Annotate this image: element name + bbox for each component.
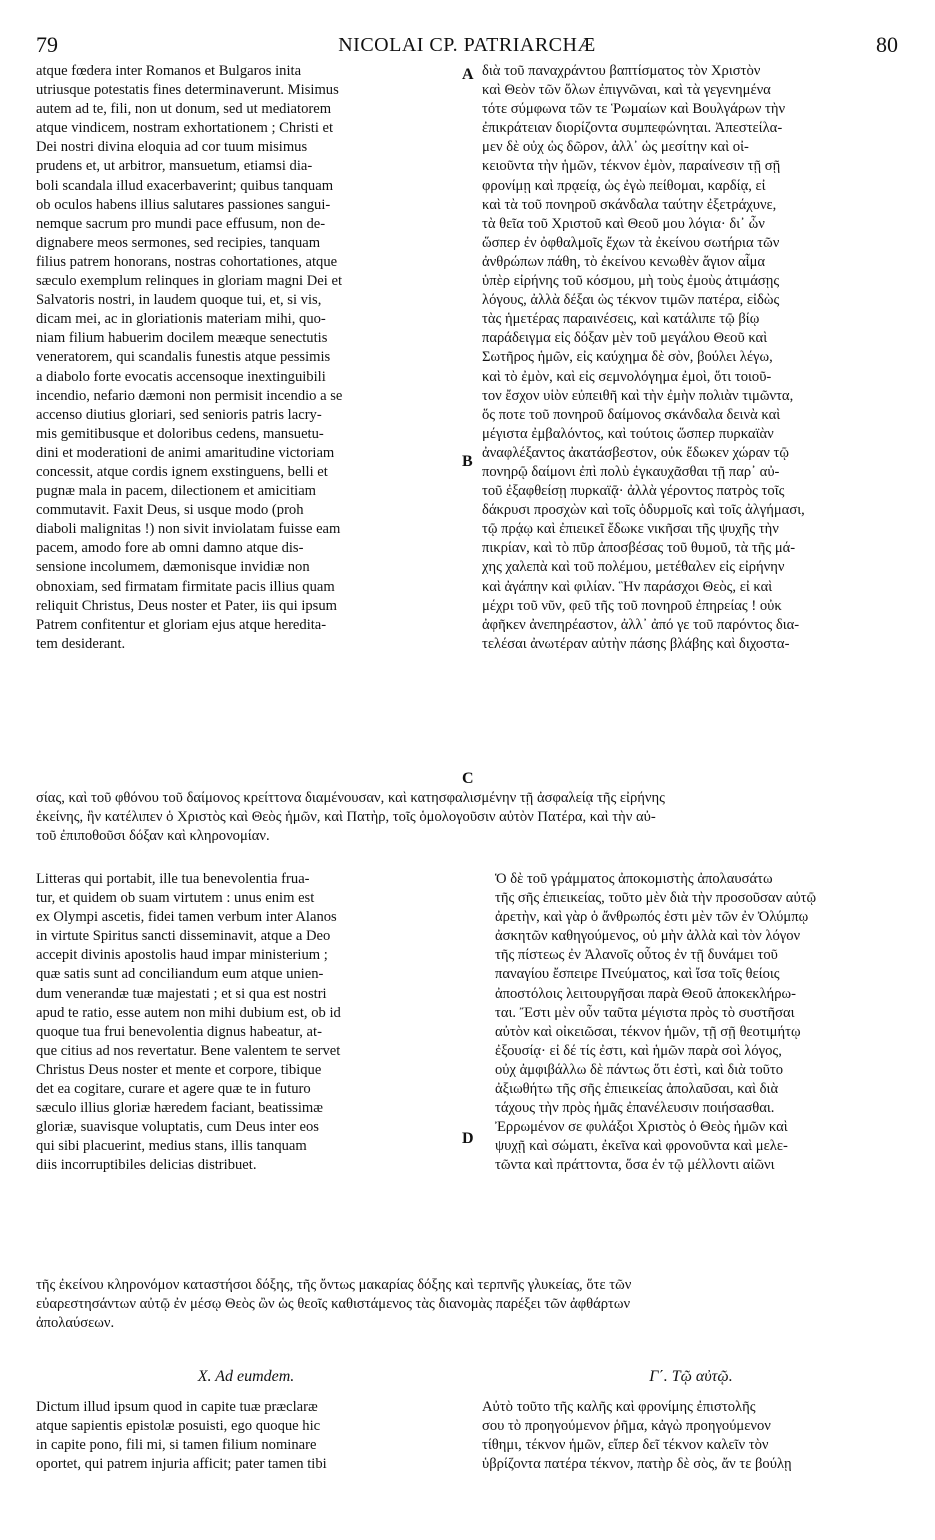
running-title: NICOLAI CP. PATRIARCHÆ <box>338 34 596 56</box>
text-line: εὐαρεστησάντων αὐτῷ ἐν μέσῳ Θεὸς ὢν ὡς θεοῖς καθιστάμενος τὰς διανομὰς παρέξει τῶν ἀφθάρτων <box>36 1296 631 1313</box>
text-line: atque vindicem, nostram exhortationem ; Christi et <box>36 120 334 137</box>
greek-full-width-1 <box>36 789 898 846</box>
text-line: καὶ Θεὸν τῶν ὅλων ἐπιγνῶναι, καὶ τὰ γεγενημένα <box>482 82 771 99</box>
text-line: ἀποστόλοις λειτουργῆσαι παρὰ Θεοῦ ἀποκεκλήρω- <box>495 985 796 1002</box>
text-line: σου τὸ προηγούμενον ῥῆμα, κἀγὼ προηγούμενον <box>482 1418 771 1435</box>
text-line: ob oculos habens illius salutares passiones sangui- <box>36 196 331 213</box>
text-line: pugnæ mala in pacem, dilectionem et amicitiam <box>36 483 317 500</box>
text-line: dicam mei, ac in gloriationis materiam mihi, quo- <box>36 311 326 328</box>
text-line: καὶ τὰ τοῦ πονηροῦ σκάνδαλα ταύτην ἐξετράχυνε, <box>482 196 777 213</box>
text-line: σίας, καὶ τοῦ φθόνου τοῦ δαίμονος κρείττονα διαμένουσαν, καὶ κατησφαλισμένην τῇ ἀσφαλείᾳ τῆς εἰρήνης <box>36 790 665 806</box>
text-line: in virtute Spiritus sancti disseminavit, atque a Deo <box>36 928 331 945</box>
section-marker-d: D <box>462 1130 474 1147</box>
text-line: det ea cogitare, curare et agere quæ te in futuro <box>36 1081 311 1098</box>
text-line: utriusque potestatis fines determinaverunt. Misimus <box>36 82 339 99</box>
text-line: tem desiderant. <box>36 635 126 652</box>
text-line: πικρίαν, καὶ τὸ πῦρ ἀποσβέσας τοῦ θυμοῦ, τὰ τῆς μά- <box>482 540 796 557</box>
text-line: ἀσκητῶν καθηγούμενος, οὐ μὴν ἀλλὰ καὶ τὸν λόγον <box>495 928 801 945</box>
text-line: nemque sacrum pro mundi pace effusum, non de- <box>36 215 326 232</box>
text-line: τῶντα καὶ πράττοντα, ὅσα ἐν τῷ μέλλοντι αἰῶνι <box>495 1157 775 1174</box>
text-line: ἀναφλέξαντος ἀκατάσβεστον, οὐκ ἔδωκεν χώραν τῷ <box>482 444 789 461</box>
text-line: filius patrem honorans, nostras cohortationes, atque <box>36 253 338 270</box>
text-line: κειοῦντα τὴν ἡμῶν, τέκνον ἐμὸν, παραίνεσιν τῇ σῇ <box>482 158 781 175</box>
text-line: prudens et, ut arbitror, mansuetum, etiamsi dia- <box>36 158 313 175</box>
text-line: Salvatoris nostri, in laudem quoque tui, et, si vis, <box>36 292 322 309</box>
text-line: apud te ratio, esse autem non mihi dubium est, ob id <box>36 1004 341 1021</box>
text-line: μέγιστα ἐμβαλόντος, καὶ τούτοις ὥσπερ πυρκαϊὰν <box>482 425 774 442</box>
text-line: ὑβρίζοντα πατέρα τέκνον, πατὴρ δὲ σὸς, ἄν τε βούλῃ <box>482 1456 792 1473</box>
text-line: veneratorem, qui scandalis funestis atque pessimis <box>36 349 331 366</box>
text-line: τον ἔσχον υἱὸν εὐπειθῆ καὶ τὴν ἐμὴν πολιὰν τιμῶντα, <box>482 387 794 404</box>
text-line: Σωτῆρος ἡμῶν, εἰς καύχημα δὲ σὸν, βούλει λέγω, <box>482 349 773 366</box>
text-line: obnoxiam, sed firmatam firmitate pacis illius quam <box>36 578 335 595</box>
text-line: oportet, qui patrem injuria afficit; pater tamen tibi <box>36 1456 327 1473</box>
text-line: αὐτὸν καὶ οἰκειῶσαι, τέκνον ἡμῶν, τῇ σῇ θεοτιμήτῳ <box>495 1023 801 1040</box>
section-marker-a: A <box>462 66 474 83</box>
text-line: diaboli malignitas !) non sivit inviolatam fuisse eam <box>36 521 341 538</box>
text-line: mis gemitibusque et doloribus cedens, mansuetu- <box>36 425 324 442</box>
text-line: dini et moderationi de animi amaritudine victoriam <box>36 444 335 461</box>
running-header <box>36 32 898 60</box>
text-line: ὑπὲρ εἰρήνης τοῦ κόσμου, μὴ τοὺς ἐμοὺς ἀτιμάσῃς <box>482 273 780 290</box>
text-line: gloriæ, suavisque voluptatis, cum Deus inter eos <box>36 1119 319 1136</box>
text-line: commutavit. Faxit Deus, si usque modo (proh <box>36 502 304 519</box>
text-line: Ὁ δὲ τοῦ γράμματος ἀποκομιστὴς ἀπολαυσάτω <box>495 871 773 887</box>
text-line: τοῦ ἐξαφθείσῃ πυρκαϊᾷ· ἀλλὰ γέροντος πατρὸς τοῖς <box>482 483 785 500</box>
text-line: qui sibi placuerint, medius stans, illis tanquam <box>36 1138 307 1155</box>
text-line: Litteras qui portabit, ille tua benevolentia frua- <box>36 871 310 887</box>
text-line: τελέσαι ἀνωτέραν αὐτὴν πάσης βλάβης καὶ διχοστα- <box>482 635 790 652</box>
text-line: sensione incolumem, dæmonisque invidiæ non <box>36 559 310 576</box>
text-line: ἀφῆκεν ἀνεπηρέαστον, ἀλλ᾽ ἀπό γε τοῦ παρόντος δια- <box>482 616 800 633</box>
text-line: Christus Deus noster et mente et corpore, tibique <box>36 1061 322 1078</box>
text-line: τῆς σῆς ἐπιεικείας, τοῦτο μὲν διὰ τὴν προσοῦσαν αὐτῷ <box>495 890 817 907</box>
text-line: τὰς ἡμετέρας παραινέσεις, καὶ κατάλιπε τῷ βίῳ <box>482 311 760 328</box>
text-line: Dictum illud ipsum quod in capite tuæ præclaræ <box>36 1399 318 1415</box>
text-line: χης χαλεπὰ καὶ τοῦ πολέμου, μετέθαλεν εἰς εἰρήνην <box>482 559 785 576</box>
text-line: ὅς ποτε τοῦ πονηροῦ δαίμονος σκάνδαλα δεινὰ καὶ <box>482 406 781 423</box>
text-line: δάκρυσι προσχὼν καὶ τοῖς ὀδυρμοῖς καὶ τοῖς ἀλγήμασι, <box>482 502 805 519</box>
text-line: καὶ ἀγάπην καὶ φιλίαν. Ἣν παράσχοι Θεὸς, εἰ καὶ <box>482 578 773 595</box>
text-line: τὰ θεῖα τοῦ Χριστοῦ καὶ Θεοῦ μου λόγια· δι᾽ ὧν <box>482 215 765 232</box>
text-line: sæculo exemplum relinques in gloriam magni Dei et <box>36 273 342 290</box>
text-line: a diabolo forte evocatis accensoque inextinguibili <box>36 368 326 385</box>
greek-column-2 <box>495 870 900 1176</box>
page-number-right: 80 <box>876 32 898 57</box>
text-line: ὥσπερ ἐν ὀφθαλμοῖς ἔχων τὰ ἐκείνου σωτήρια τῶν <box>482 234 780 251</box>
text-line: pacem, amodo fore ab omni damno atque dis- <box>36 540 304 557</box>
text-line: Ἐρρωμένον σε φυλάξοι Χριστὸς ὁ Θεὸς ἡμῶν καὶ <box>495 1119 788 1136</box>
text-line: τότε σύμφωνα τῶν τε Ῥωμαίων καὶ Βουλγάρων τὴν <box>482 101 786 118</box>
text-line: ἀξιωθήτω τῆς σῆς ἐπιεικείας ἀπολαῦσαι, καὶ διὰ <box>495 1081 779 1098</box>
text-line: boli scandala illud exacerbaverint; quibus tanquam <box>36 177 334 194</box>
text-line: atque sapientis epistolæ posuisti, ego quoque hic <box>36 1418 321 1435</box>
text-line: οὐχ ἀμφιβάλλω δὲ πάντως ὅτι ἐστὶ, καὶ διὰ τοῦτο <box>495 1061 784 1078</box>
text-line: διὰ τοῦ παναχράντου βαπτίσματος τὸν Χριστὸν <box>482 63 761 79</box>
text-line: ἐπικράτειαν διορίζοντα συμπεφώνηται. Ἀπεστείλα- <box>482 120 783 137</box>
text-line: niam filium habuerim docilem meæque senectutis <box>36 330 328 347</box>
section-marker-c: C <box>462 770 474 787</box>
text-line: ται. Ἔστι μὲν οὖν ταῦτα μέγιστα πρὸς τὸ συστῆσαι <box>495 1004 795 1021</box>
section-marker-b: B <box>462 453 473 470</box>
text-line: παράδειγμα εἰς δόξαν μὲν τοῦ μεγάλου Θεοῦ καὶ <box>482 330 768 347</box>
text-line: μεν δὲ οὐχ ὡς δῶρον, ἀλλ᾽ ὡς μεσίτην καὶ οἰ- <box>482 139 749 156</box>
text-line: concessit, atque cordis ignem exstinguens, belli et <box>36 463 328 480</box>
text-line: φρονίμῃ καὶ πρᾳείᾳ, ὡς ἐγὼ πείθομαι, καρδίᾳ, εἰ <box>482 177 766 194</box>
greek-full-width-2 <box>36 1276 898 1333</box>
text-line: tur, et quidem ob suam virtutem : unus enim est <box>36 890 315 907</box>
letter-heading-latin: X. Ad eumdem. <box>197 1368 295 1385</box>
text-line: quæ satis sunt ad conciliandum eum atque unien- <box>36 966 324 983</box>
text-line: que citius ad nos revertatur. Bene valentem te servet <box>36 1042 341 1059</box>
text-line: λόγους, ἀλλὰ δέξαι ὡς τέκνον τιμῶν πατέρα, εἰδὼς <box>482 292 780 309</box>
text-line: καὶ τὸ ἐμὸν, καὶ εἰς σεμνολόγημα ἐμοὶ, ὅτι τοιοῦ- <box>482 368 772 385</box>
text-line: ἀπολαύσεων. <box>36 1315 115 1332</box>
text-line: Dei nostri divina eloquia ad cor tuum misimus <box>36 139 308 156</box>
text-line: τῆς πίστεως ἐν Ἀλανοῖς οὗτος ἐν τῇ δυνάμει τοῦ <box>495 947 778 964</box>
text-line: atque fœdera inter Romanos et Bulgaros inita <box>36 63 302 79</box>
text-line: τοῦ ἐπιποθοῦσι δόξαν καὶ κληρονομίαν. <box>36 828 270 845</box>
text-line: quoque tua frui benevolentia dignus habeatur, at- <box>36 1023 322 1040</box>
latin-column-2 <box>36 870 456 1176</box>
text-line: ex Olympi ascetis, fidei tamen verbum inter Alanos <box>36 909 337 926</box>
text-line: dum venerandæ tuæ majestati ; et si qua est nostri <box>36 985 327 1002</box>
latin-column-3 <box>36 1398 456 1474</box>
text-line: Αὐτὸ τοῦτο τῆς καλῆς καὶ φρονίμης ἐπιστολῆς <box>482 1399 756 1415</box>
text-line: τάχους τὴν πρὸς ἡμᾶς ἐπανέλευσιν ποιήσασθαι. <box>495 1100 775 1117</box>
text-line: ἀνθρώπων πάθη, τὸ ἐκείνου κενωθὲν ἅγιον αἷμα <box>482 253 766 270</box>
text-line: autem ad te, fili, non ut donum, sed ut mediatorem <box>36 101 332 118</box>
text-line: παναγίου ἔσπειρε Πνεύματος, καὶ ἴσα τοῖς θείοις <box>495 966 780 983</box>
text-line: μέχρι τοῦ νῦν, φεῦ τῆς τοῦ πονηροῦ ἐπηρείας ! οὐκ <box>482 597 782 614</box>
text-line: τῷ πρᾴῳ καὶ ἐπιεικεῖ ἔδωκε νικῆσαι τῆς ψυχῆς τὴν <box>482 521 779 538</box>
text-line: in capite pono, fili mi, si tamen filium nominare <box>36 1437 317 1454</box>
text-line: ψυχῇ καὶ σώματι, ἐκεῖνα καὶ φρονοῦντα καὶ μελε- <box>495 1138 788 1155</box>
text-line: Patrem confitentur et gloriam ejus atque heredita- <box>36 616 327 633</box>
text-line: τῆς ἐκείνου κληρονόμον καταστήσοι δόξης, τῆς ὄντως μακαρίας δόξης καὶ τερπνῆς γλυκείας, ὅτε τῶν <box>36 1277 632 1293</box>
text-line: accenso diutius gloriari, sed senioris patris lacry- <box>36 406 322 423</box>
text-line: ἐξουσίᾳ· εἰ δέ τίς ἐστι, καὶ ἡμῶν παρὰ σοὶ λόγος, <box>495 1042 782 1059</box>
text-line: τίθημι, τέκνον ἡμῶν, εἴπερ δεῖ τέκνον καλεῖν τὸν <box>482 1437 769 1454</box>
text-line: sæculo illius gloriæ hæredem faciant, beatissimæ <box>36 1100 323 1117</box>
text-line: ἐκείνης, ἣν κατέλιπεν ὁ Χριστὸς καὶ Θεὸς ἡμῶν, καὶ Πατὴρ, τοῖς ὁμολογοῦσιν αὐτὸν Πατέρα, καὶ τὴν αὐ- <box>36 809 656 826</box>
greek-column-1 <box>482 62 900 654</box>
greek-column-3 <box>482 1398 900 1474</box>
text-line: dignabere meos sermones, sed recipies, tanquam <box>36 234 321 251</box>
text-line: incendio, nefario dæmoni non permisit incendio a se <box>36 387 343 404</box>
text-line: ἀρετὴν, καὶ γὰρ ὁ ἄνθρωπός ἐστι μὲν τῶν ἐν Ὀλύμπῳ <box>495 909 809 926</box>
latin-column-1 <box>36 62 456 654</box>
text-line: diis incorruptibiles delicias distribuet. <box>36 1157 257 1174</box>
letter-heading-greek: Γ΄. Τῷ αὐτῷ. <box>649 1368 733 1385</box>
page-number-left: 79 <box>36 32 58 57</box>
text-line: reliquit Christus, Deus noster et Pater, iis qui ipsum <box>36 597 337 614</box>
text-line: accepit divinis apostolis haud impar ministerium ; <box>36 947 328 964</box>
text-line: πονηρῷ δαίμονι ἐπὶ πολὺ ἐγκαυχᾶσθαι τῇ παρ᾽ αὐ- <box>482 463 780 480</box>
